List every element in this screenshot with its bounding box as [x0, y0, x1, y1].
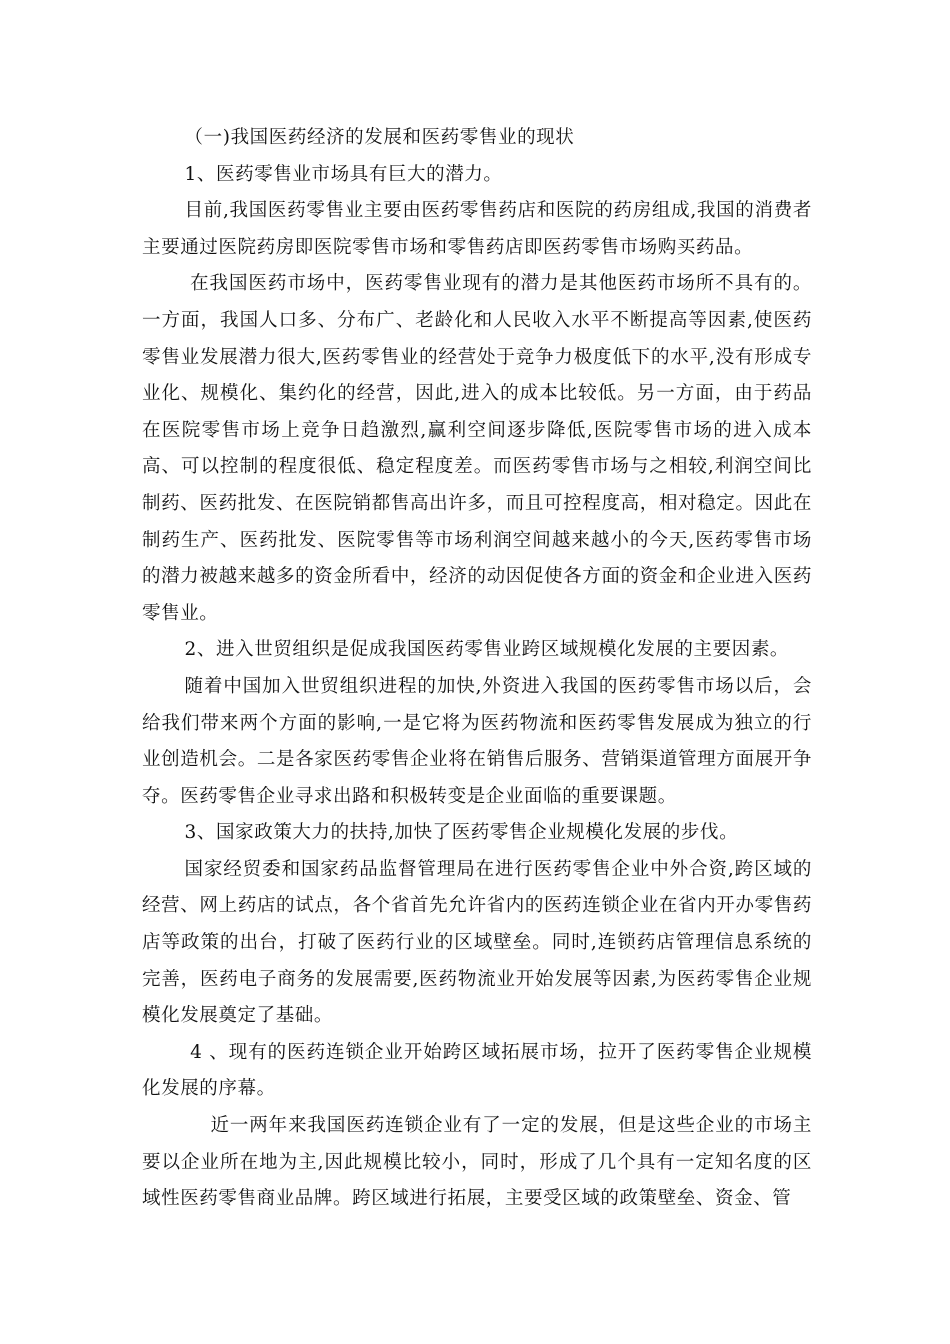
document-body [142, 120, 812, 1218]
subheading-2: 2、进入世贸组织是促成我国医药零售业跨区域规模化发展的主要因素。 [184, 639, 790, 661]
subheading-3: 3、国家政策大力的扶持,加快了医药零售企业规模化发展的步伐。 [184, 822, 739, 844]
paragraph-3: 随着中国加入世贸组织进程的加快,外资进入我国的医药零售市场以后，会给我们带来两个方面的影响,一是它将为医药物流和医药零售发展成为独立的行业创造机会。二是各家医药零售企业将在销售后服务、营销渠道管理方面展开争夺。医药零售企业寻求出路和积极转变是企业面临的重要课题。 [142, 675, 812, 807]
subheading-4: 4 、现有的医药连锁企业开始跨区域拓展市场，拉开了医药零售企业规模化发展的序幕。 [142, 1041, 812, 1100]
paragraph-5: 近一两年来我国医药连锁企业有了一定的发展，但是这些企业的市场主要以企业所在地为主,因此规模比较小，同时，形成了几个具有一定知名度的区域性医药零售商业品牌。跨区域进行拓展，主要受区域的政策壁垒、资金、管 [142, 1115, 812, 1210]
paragraph-4: 国家经贸委和国家药品监督管理局在进行医药零售企业中外合资,跨区域的经营、网上药店的试点，各个省首先允许省内的医药连锁企业在省内开办零售药店等政策的出台，打破了医药行业的区域壁垒。同时,连锁药店管理信息系统的完善，医药电子商务的发展需要,医药物流业开始发展等因素,为医药零售企业规模化发展奠定了基础。 [142, 858, 812, 1027]
subheading-1: 1、医药零售业市场具有巨大的潜力。 [184, 163, 503, 185]
paragraph-1: 目前,我国医药零售业主要由医药零售药店和医院的药房组成,我国的消费者主要通过医院药房即医院零售市场和零售药店即医药零售市场购买药品。 [142, 200, 812, 258]
paragraph-2: 在我国医药市场中，医药零售业现有的潜力是其他医药市场所不具有的。一方面，我国人口多、分布广、老龄化和人民收入水平不断提高等因素,使医药零售业发展潜力很大,医药零售业的经营处于竞争力极度低下的水平,没有形成专业化、规模化、集约化的经营，因此,进入的成本比较低。另一方面，由于药品在医院零售市场上竞争日趋激烈,赢利空间逐步降低,医院零售市场的进入成本高、可以控制的程度很低、稳定程度差。而医药零售市场与之相较,利润空间比制药、医药批发、在医院销都售高出许多，而且可控程度高，相对稳定。因此在制药生产、医药批发、医院零售等市场利润空间越来越小的今天,医药零售市场的潜力被越来越多的资金所看中，经济的动因促使各方面的资金和企业进入医药零售业。 [142, 273, 812, 624]
section-heading: （一)我国医药经济的发展和医药零售业的现状 [184, 127, 575, 148]
